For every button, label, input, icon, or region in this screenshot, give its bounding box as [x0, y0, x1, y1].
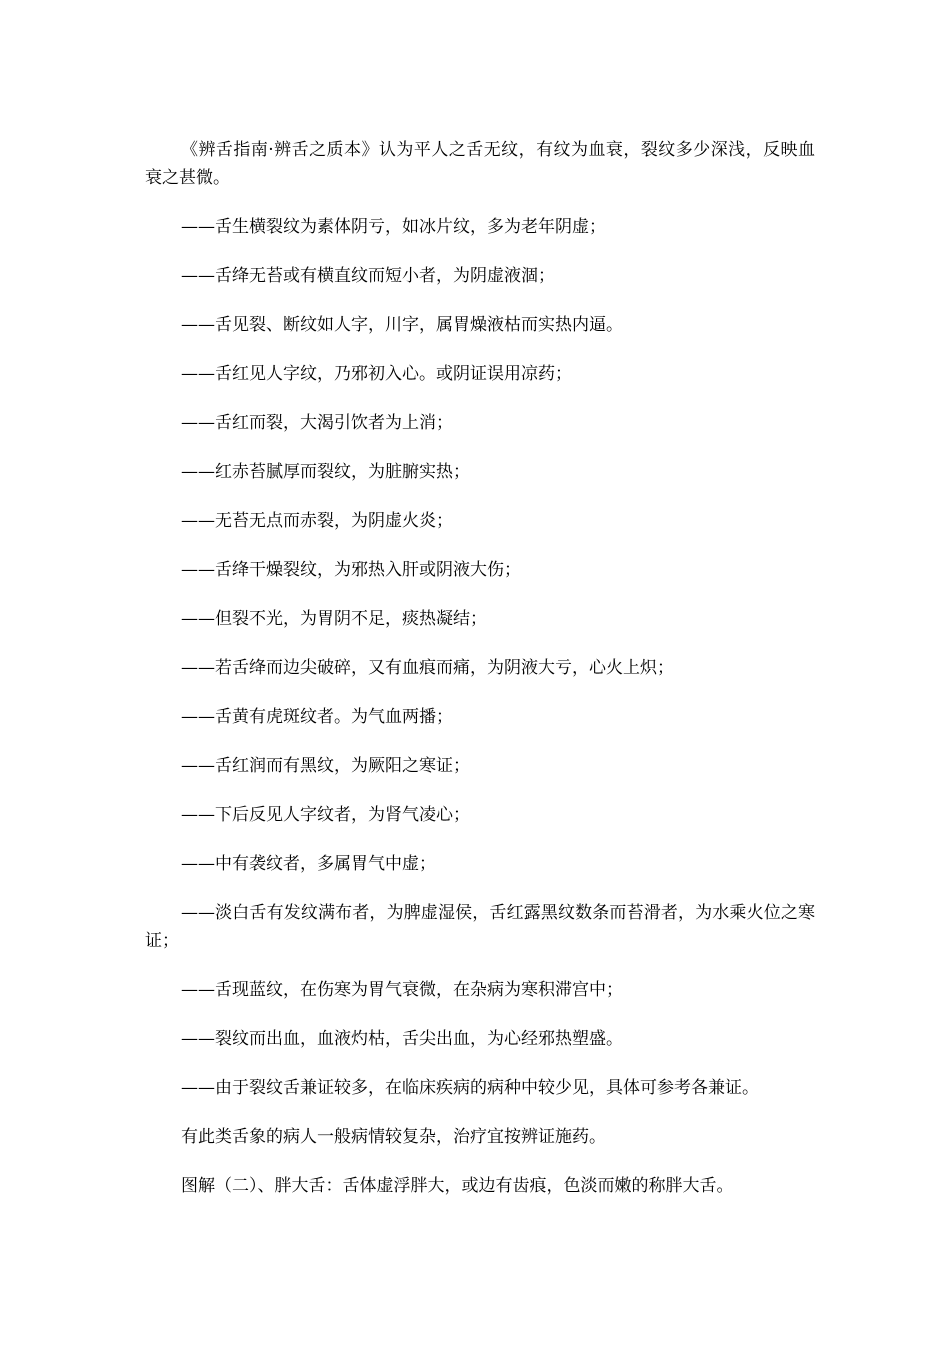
- paragraph-item: ——舌生横裂纹为素体阴亏，如冰片纹，多为老年阴虚；: [181, 217, 606, 237]
- paragraph-item: ——红赤苔腻厚而裂纹，为脏腑实热；: [181, 462, 470, 482]
- paragraph-item: ——中有袭纹者，多属胃气中虚；: [181, 854, 436, 874]
- document-body: [145, 136, 815, 1200]
- paragraph-item: ——舌红见人字纹，乃邪初入心。或阴证误用凉药；: [181, 364, 572, 384]
- paragraph-item: ——由于裂纹舌兼证较多，在临床疾病的病种中较少见，具体可参考各兼证。: [181, 1078, 759, 1098]
- paragraph-item: ——无苔无点而赤裂，为阴虚火炎；: [181, 511, 453, 531]
- paragraph-item: ——舌红而裂，大渴引饮者为上消；: [181, 413, 453, 433]
- paragraph-item: ——但裂不光，为胃阴不足，痰热凝结；: [181, 609, 487, 629]
- paragraph-item: ——下后反见人字纹者，为肾气凌心；: [181, 805, 470, 825]
- paragraph-figure-caption: 图解（二）、胖大舌：舌体虚浮胖大，或边有齿痕，色淡而嫩的称胖大舌。: [181, 1176, 734, 1196]
- paragraph-item: ——舌绛无苔或有横直纹而短小者，为阴虚液涸；: [181, 266, 555, 286]
- paragraph-item: ——舌现蓝纹，在伤寒为胃气衰微，在杂病为寒积滞宫中；: [181, 980, 623, 1000]
- paragraph-item: ——裂纹而出血，血液灼枯，舌尖出血，为心经邪热塑盛。: [181, 1029, 623, 1049]
- paragraph-intro: 《辨舌指南·辨舌之质本》认为平人之舌无纹，有纹为血衰，裂纹多少深浅，反映血衰之甚微。: [145, 140, 815, 188]
- paragraph-item: ——若舌绛而边尖破碎，又有血痕而痛，为阴液大亏，心火上炽；: [181, 658, 674, 678]
- paragraph-item: ——舌绛干燥裂纹，为邪热入肝或阴液大伤；: [181, 560, 521, 580]
- paragraph-item: ——舌见裂、断纹如人字，川字，属胃燥液枯而实热内逼。: [181, 315, 623, 335]
- paragraph-item: ——舌红润而有黑纹，为厥阳之寒证；: [181, 756, 470, 776]
- paragraph-summary: 有此类舌象的病人一般病情较复杂，治疗宜按辨证施药。: [181, 1127, 606, 1147]
- paragraph-item: ——舌黄有虎斑纹者。为气血两播；: [181, 707, 453, 727]
- paragraph-item: ——淡白舌有发纹满布者，为脾虚湿侯，舌红露黑纹数条而苔滑者，为水乘火位之寒证；: [145, 903, 815, 951]
